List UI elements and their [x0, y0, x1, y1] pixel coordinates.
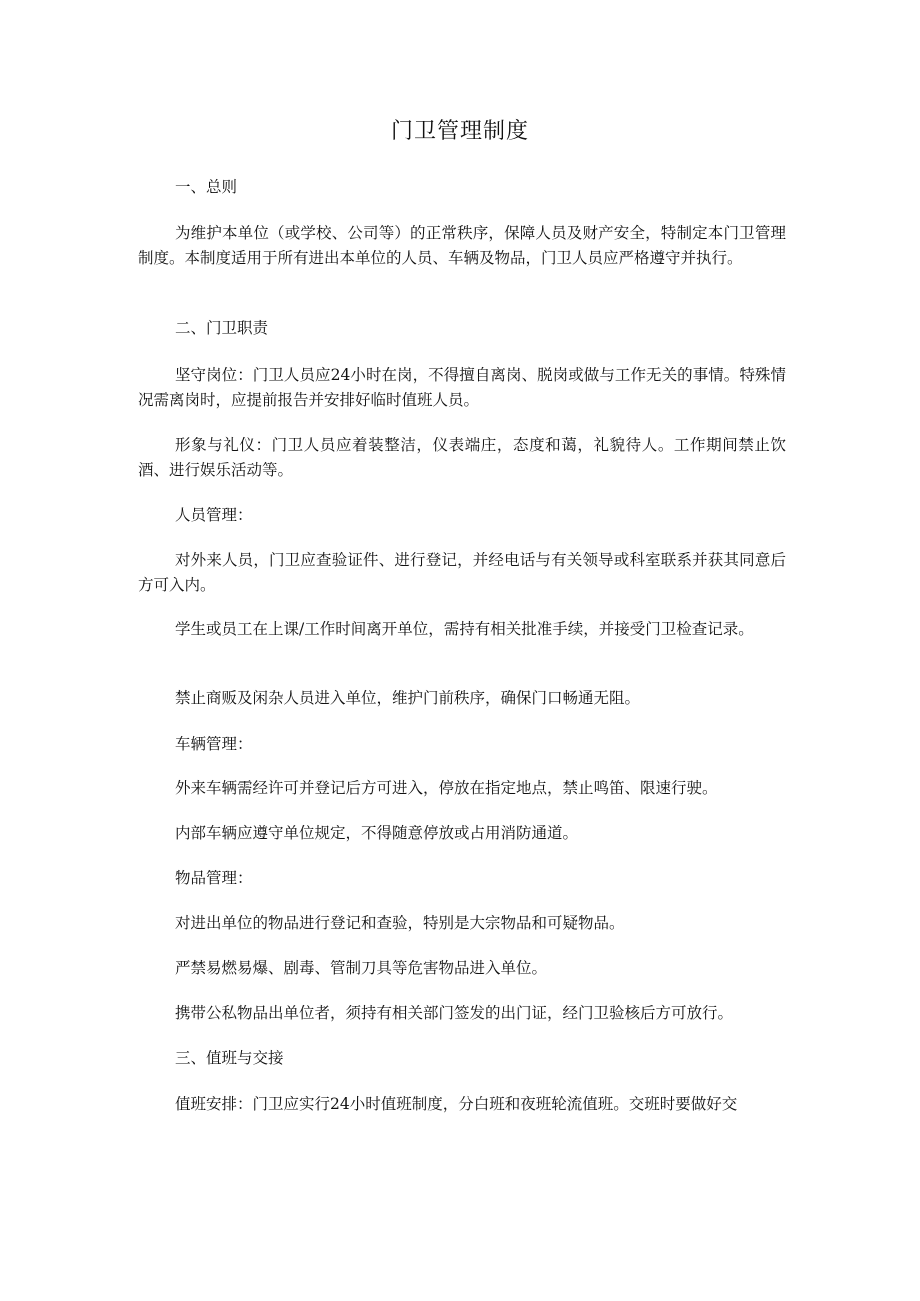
paragraph-external-vehicles: 外来车辆需经许可并登记后方可进入，停放在指定地点，禁止鸣笛、限速行驶。: [175, 779, 718, 797]
paragraph-general: 为维护本单位（或学校、公司等）的正常秩序，保障人员及财产安全，特制定本门卫管理制度。本制度适用于所有进出本单位的人员、车辆及物品，门卫人员应严格遵守并执行。: [138, 224, 786, 267]
paragraph-shift-schedule: 值班安排：门卫应实行24小时值班制度，分白班和夜班轮流值班。交班时要做好交: [175, 1095, 738, 1113]
paragraph-goods-check: 对进出单位的物品进行登记和查验，特别是大宗物品和可疑物品。: [175, 914, 625, 932]
paragraph-post: 坚守岗位：门卫人员应24小时在岗，不得擅自离岗、脱岗或做与工作无关的事情。特殊情况需离岗时，应提前报告并安排好临时值班人员。: [138, 366, 786, 409]
paragraph-students: 学生或员工在上课/工作时间离开单位，需持有相关批准手续，并接受门卫检查记录。: [175, 620, 754, 638]
document-title: 门卫管理制度: [390, 119, 529, 144]
paragraph-etiquette: 形象与礼仪：门卫人员应着装整洁，仪表端庄，态度和蔼，礼貌待人。工作期间禁止饮酒、进行娱乐活动等。: [138, 436, 786, 479]
paragraph-visitors: 对外来人员，门卫应查验证件、进行登记，并经电话与有关领导或科室联系并获其同意后方可入内。: [138, 551, 786, 594]
section-heading-general: 一、总则: [175, 178, 238, 196]
subheading-personnel: 人员管理：: [175, 506, 253, 524]
paragraph-internal-vehicles: 内部车辆应遵守单位规定，不得随意停放或占用消防通道。: [175, 824, 579, 842]
paragraph-vendors: 禁止商贩及闲杂人员进入单位，维护门前秩序，确保门口畅通无阻。: [175, 689, 641, 707]
paragraph-dangerous-goods: 严禁易燃易爆、剧毒、管制刀具等危害物品进入单位。: [175, 959, 548, 977]
section-heading-shifts: 三、值班与交接: [175, 1049, 284, 1067]
section-heading-duties: 二、门卫职责: [175, 319, 269, 337]
subheading-goods: 物品管理：: [175, 869, 253, 887]
subheading-vehicles: 车辆管理：: [175, 735, 253, 753]
paragraph-exit-pass: 携带公私物品出单位者，须持有相关部门签发的出门证，经门卫验核后方可放行。: [175, 1004, 734, 1022]
